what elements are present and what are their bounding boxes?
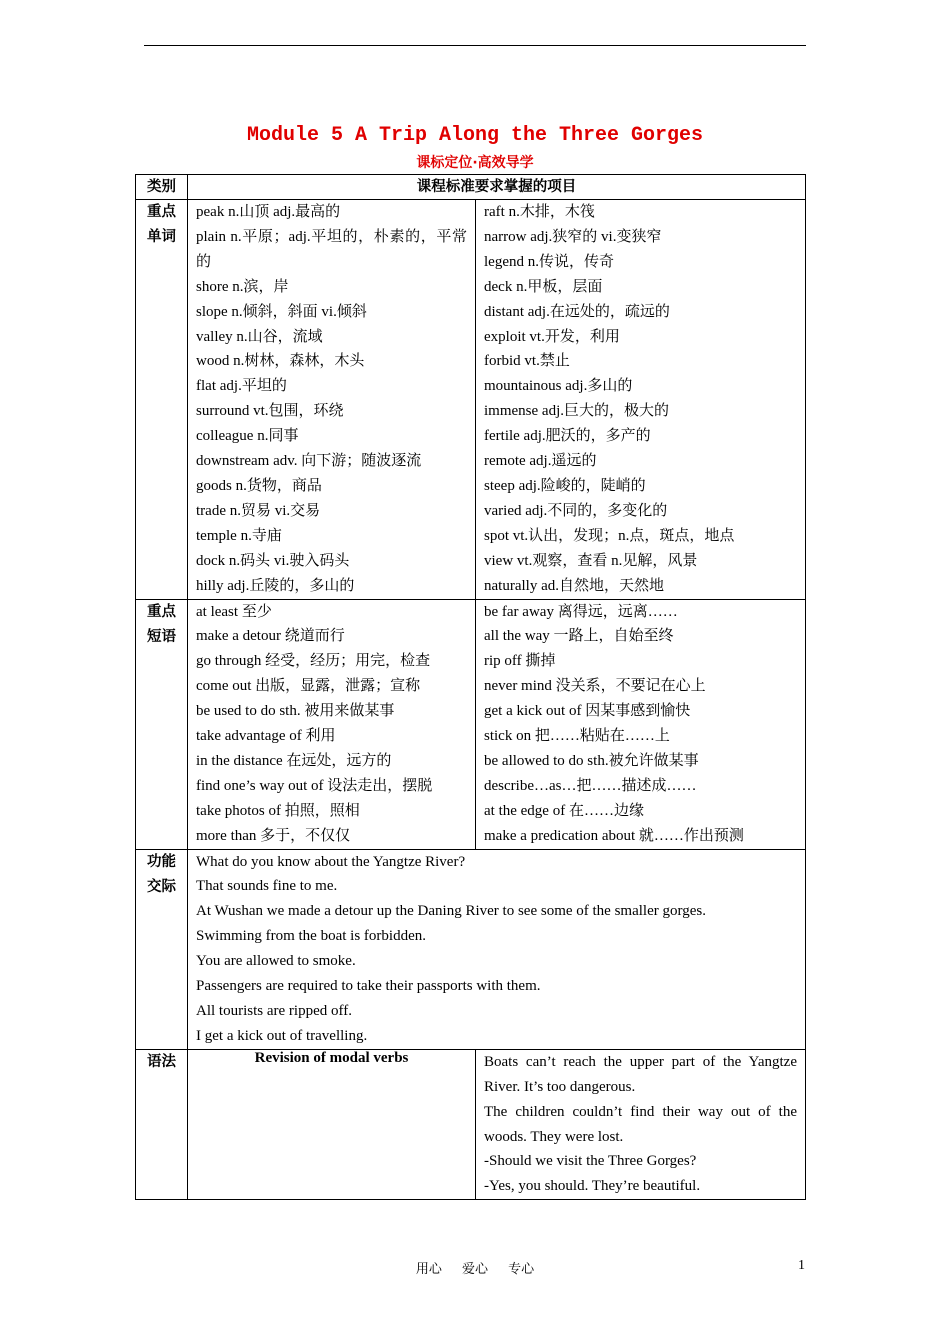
footer-motto-3: 专心 (508, 1262, 535, 1277)
list-item: go through 经受，经历；用完，检查 (196, 653, 431, 670)
vocab-category-line2: 单词 (147, 229, 176, 245)
list-item: trade n.贸易 vi.交易 (196, 502, 321, 519)
list-item: dock n.码头 vi.驶入码头 (196, 552, 350, 569)
list-item: All tourists are ripped off. (196, 1003, 352, 1019)
list-item: varied adj.不同的，多变化的 (484, 502, 668, 519)
list-item: Boats can’t reach the upper part of the Yangtze River. It’s too dangerous. (484, 1053, 797, 1095)
list-item: mountainous adj.多山的 (484, 378, 633, 395)
list-item: spot vt.认出，发现；n.点，斑点，地点 (484, 527, 735, 544)
grammar-topic: Revision of modal verbs (188, 1049, 476, 1199)
list-item: raft n.木排，木筏 (484, 204, 595, 220)
list-item: valley n.山谷，流域 (196, 328, 323, 345)
list-item: wood n.树林，森林，木头 (196, 353, 365, 370)
grammar-row (136, 1049, 806, 1199)
list-item: Swimming from the boat is forbidden. (196, 928, 426, 945)
list-item: take advantage of 利用 (196, 728, 336, 745)
phrases-category (136, 599, 188, 849)
list-item: remote adj.遥远的 (484, 453, 597, 470)
list-item: That sounds fine to me. (196, 878, 338, 895)
function-sentences (188, 849, 806, 1049)
list-item: take photos of 拍照，照相 (196, 802, 360, 819)
list-item: find one’s way out of 设法走出，摆脱 (196, 777, 433, 794)
header-rule (144, 45, 806, 46)
list-item: be allowed to do sth.被允许做某事 (484, 752, 699, 769)
list-item: describe…as…把……描述成…… (484, 777, 697, 794)
list-item: all the way 一路上，自始至终 (484, 628, 674, 645)
list-item: rip off 撕掉 (484, 653, 556, 670)
list-item: flat adj.平坦的 (196, 378, 287, 395)
list-item: plain n.平原；adj.平坦的，朴素的，平常的 (196, 228, 467, 270)
list-item: naturally ad.自然地，天然地 (484, 577, 664, 594)
list-item: at the edge of 在……边缘 (484, 802, 644, 819)
list-item: come out 出版，显露，泄露；宣称 (196, 678, 421, 695)
list-item: shore n.滨，岸 (196, 278, 289, 295)
function-category-line1: 功能 (147, 853, 176, 870)
grammar-examples (476, 1049, 806, 1199)
vocab-category (136, 200, 188, 600)
function-category-line2: 交际 (147, 878, 176, 895)
list-item: colleague n.同事 (196, 428, 299, 445)
vocab-right-list (476, 200, 806, 600)
list-item: stick on 把……粘贴在……上 (484, 728, 670, 745)
list-item: steep adj.险峻的，陡峭的 (484, 477, 646, 494)
list-item: narrow adj.狭窄的 vi.变狭窄 (484, 228, 662, 245)
list-item: goods n.货物，商品 (196, 477, 322, 494)
list-item: I get a kick out of travelling. (196, 1027, 368, 1044)
list-item: Passengers are required to take their passports with them. (196, 978, 541, 995)
list-item: hilly adj.丘陵的，多山的 (196, 577, 355, 594)
list-item: make a detour 绕道而行 (196, 628, 345, 645)
footer-motto-2: 爱心 (461, 1262, 488, 1277)
syllabus-table (135, 174, 806, 1200)
list-item: view vt.观察，查看 n.见解，风景 (484, 552, 698, 569)
list-item: temple n.寺庙 (196, 527, 282, 544)
list-item: peak n.山顶 adj.最高的 (196, 204, 341, 220)
list-item: make a predication about 就……作出预测 (484, 827, 744, 844)
list-item: -Yes, you should. They’re beautiful. (484, 1178, 701, 1195)
list-item: fertile adj.肥沃的，多产的 (484, 428, 651, 445)
list-item: distant adj.在远处的，疏远的 (484, 303, 670, 320)
page-footer (0, 1258, 950, 1277)
vocab-left-list (188, 200, 476, 600)
list-item: slope n.倾斜，斜面 vi.倾斜 (196, 303, 367, 320)
list-item: The children couldn’t find their way out of the woods. They were lost. (484, 1103, 797, 1145)
list-item: immense adj.巨大的，极大的 (484, 403, 669, 420)
list-item: -Should we visit the Three Gorges? (484, 1153, 697, 1170)
function-category (136, 849, 188, 1049)
header-content: 课程标准要求掌握的项目 (188, 175, 806, 200)
header-category: 类别 (136, 175, 188, 200)
vocab-row (136, 200, 806, 600)
phrases-row (136, 599, 806, 849)
list-item: more than 多于，不仅仅 (196, 827, 351, 844)
phrases-left-list (188, 599, 476, 849)
list-item: deck n.甲板，层面 (484, 278, 603, 295)
vocab-category-line1: 重点 (147, 204, 176, 220)
grammar-category: 语法 (136, 1049, 188, 1199)
phrases-category-line2: 短语 (147, 628, 176, 645)
page-title: Module 5 A Trip Along the Three Gorges (246, 124, 704, 147)
table-header-row (136, 175, 806, 200)
list-item: at least 至少 (196, 603, 272, 620)
list-item: surround vt.包围，环绕 (196, 403, 344, 420)
function-row (136, 849, 806, 1049)
list-item: What do you know about the Yangtze River? (196, 853, 466, 870)
list-item: exploit vt.开发，利用 (484, 328, 620, 345)
list-item: At Wushan we made a detour up the Daning River to see some of the smaller gorges. (196, 903, 706, 920)
list-item: get a kick out of 因某事感到愉快 (484, 703, 691, 720)
list-item: forbid vt.禁止 (484, 353, 570, 370)
phrases-right-list (476, 599, 806, 849)
footer-motto-1: 用心 (415, 1262, 442, 1277)
list-item: legend n.传说，传奇 (484, 253, 614, 270)
list-item: be far away 离得远，远离…… (484, 603, 678, 620)
list-item: be used to do sth. 被用来做某事 (196, 703, 395, 720)
phrases-category-line1: 重点 (147, 603, 176, 620)
list-item: You are allowed to smoke. (196, 953, 356, 970)
page-subtitle: 课标定位·高效导学 (416, 155, 534, 171)
list-item: in the distance 在远处，远方的 (196, 752, 392, 769)
page-number: 1 (798, 1258, 805, 1273)
list-item: never mind 没关系，不要记在心上 (484, 678, 706, 695)
list-item: downstream adv. 向下游；随波逐流 (196, 453, 422, 470)
